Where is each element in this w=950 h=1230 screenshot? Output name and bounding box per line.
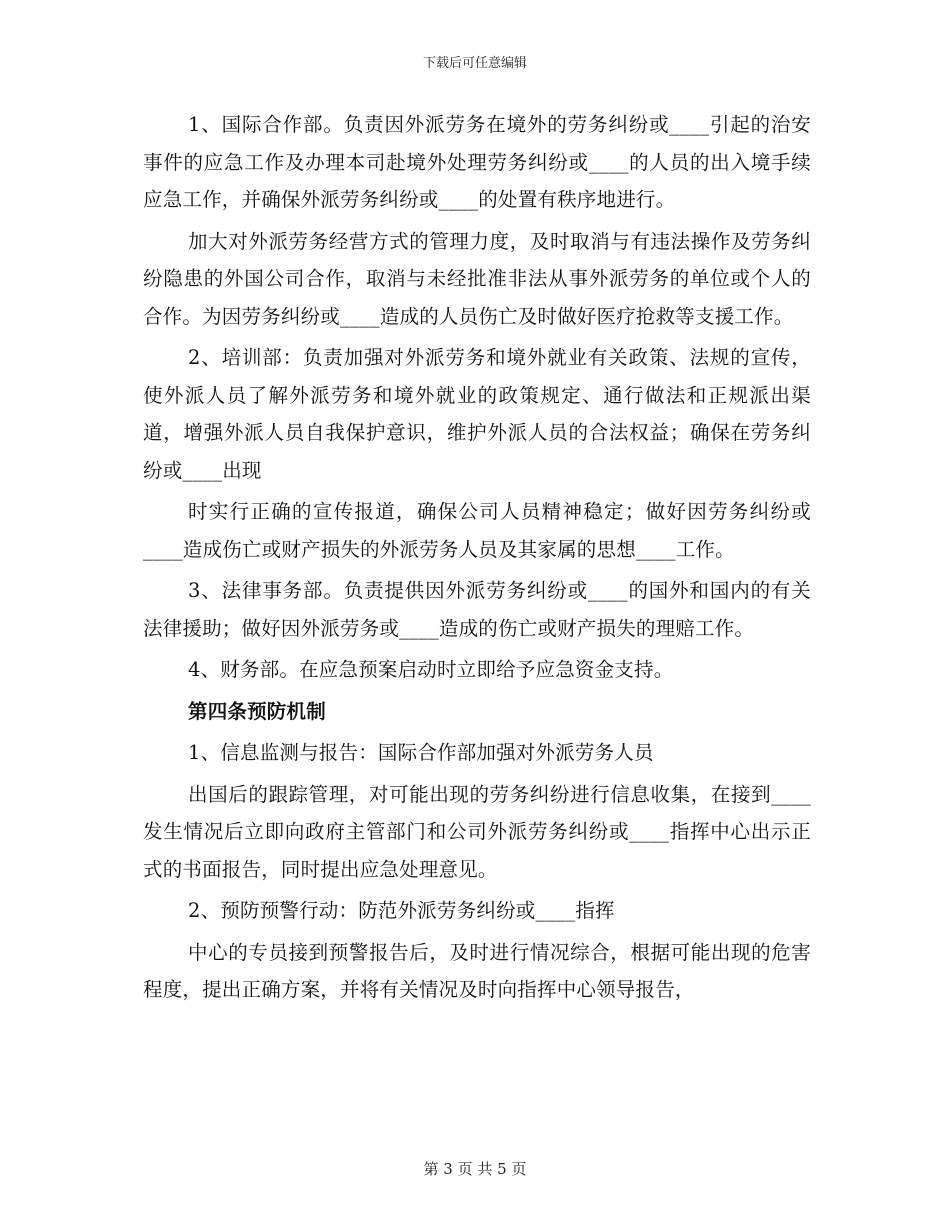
- paragraph-command-center: 中心的专员接到预警报告后，及时进行情况综合，根据可能出现的危害程度，提出正确方案，并将有关情况及时向指挥中心领导报告，: [143, 940, 811, 1001]
- paragraph-management: 加大对外派劳务经营方式的管理力度，及时取消与有违法操作及劳务纠纷隐患的外国公司合作，取消与未经批准非法从事外派劳务的单位或个人的合作。为因劳务纠纷或____造成的人员伤亡及时做好医疗抢救等支援工作。: [143, 229, 811, 328]
- section-heading-prevention: 第四条预防机制: [188, 699, 326, 723]
- paragraph-publicity: 时实行正确的宣传报道，确保公司人员精神稳定；做好因劳务纠纷或____造成伤亡或财产损失的外派劳务人员及其家属的思想____工作。: [143, 500, 811, 561]
- paragraph-intl-cooperation: 1、国际合作部。负责因外派劳务在境外的劳务纠纷或____引起的治安事件的应急工作及办理本司赴境外处理劳务纠纷或____的人员的出入境手续应急工作，并确保外派劳务纠纷或____的处置有秩序地进行。: [143, 113, 811, 211]
- paragraph-early-warning: 2、预防预警行动：防范外派劳务纠纷或____指挥: [188, 899, 615, 922]
- document-body: [143, 106, 811, 1013]
- page-footer: 第 3 页 共 5 页: [423, 1160, 527, 1178]
- page-header: 下载后可任意编辑: [422, 56, 527, 71]
- paragraph-finance: 4、财务部。在应急预案启动时立即给予应急资金支持。: [188, 658, 674, 681]
- paragraph-tracking: 出国后的跟踪管理，对可能出现的劳务纠纷进行信息收集，在接到____发生情况后立即向政府主管部门和公司外派劳务纠纷或____指挥中心出示正式的书面报告，同时提出应急处理意见。: [143, 782, 811, 881]
- paragraph-legal-affairs: 3、法律事务部。负责提供因外派劳务纠纷或____的国外和国内的有关法律援助；做好因外派劳务或____造成的伤亡或财产损失的理赔工作。: [143, 579, 811, 640]
- paragraph-training: 2、培训部：负责加强对外派劳务和境外就业有关政策、法规的宣传，使外派人员了解外派劳务和境外就业的政策规定、通行做法和正规派出渠道，增强外派人员自我保护意识，维护外派人员的合法权益；确保在劳务纠纷或____出现: [143, 346, 811, 482]
- paragraph-monitoring: 1、信息监测与报告：国际合作部加强对外派劳务人员: [188, 741, 654, 764]
